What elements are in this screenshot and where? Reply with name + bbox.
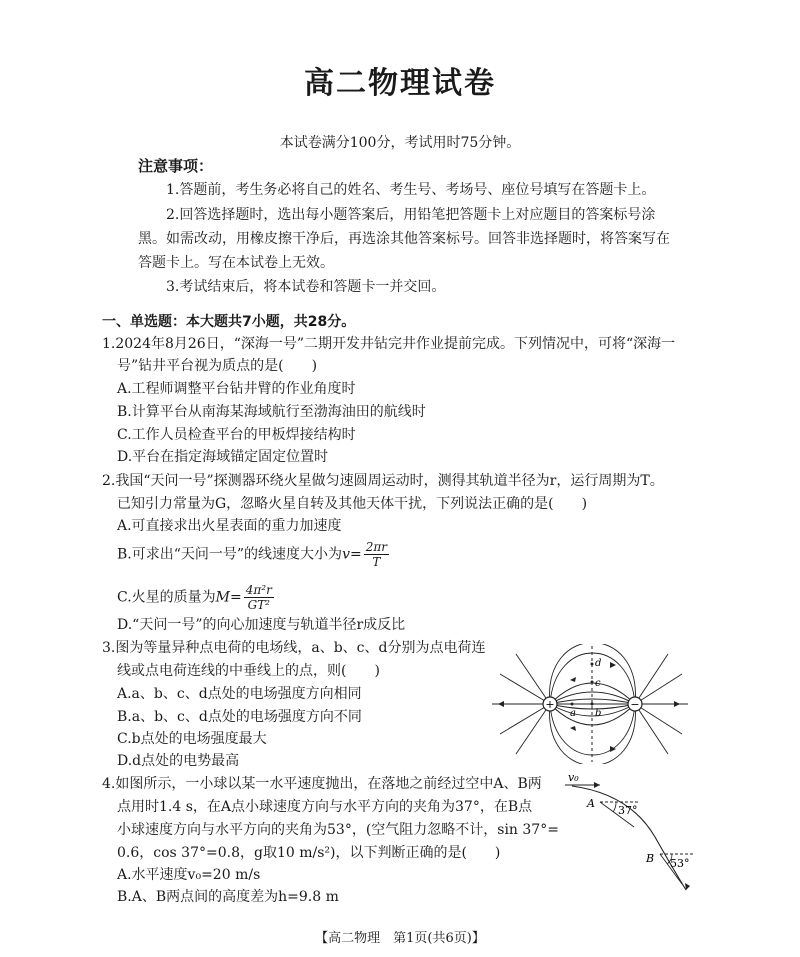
angle-53-label: 53° xyxy=(670,857,690,870)
notice-heading: 注意事项： xyxy=(138,157,214,175)
q1-option-a: A.工程师调整平台钻井臂的作业角度时 xyxy=(117,381,356,397)
page-title: 高二物理试卷 xyxy=(304,66,496,101)
point-c-label: c xyxy=(595,678,601,689)
projectile-diagram xyxy=(560,772,700,897)
v0-label: v₀ xyxy=(568,772,579,784)
electric-field-diagram xyxy=(490,644,690,764)
q2-stem-cont: 已知引力常量为G，忽略火星自转及其他天体干扰，下列说法正确的是( ) xyxy=(117,496,588,512)
q4-stem-line3: 小球速度方向与水平方向的夹角为53°，(空气阻力忽略不计，sin 37°= xyxy=(117,822,559,838)
q2-option-c-fraction xyxy=(244,583,274,612)
q4-stem-line4: 0.6，cos 37°=0.8，g取10 m/s²)，以下判断正确的是( ) xyxy=(117,845,501,861)
section-heading: 一、单选题：本大题共7小题，共28分。 xyxy=(102,314,356,330)
q2-option-c-text: C.火星的质量为 xyxy=(117,589,216,606)
q2-option-b-var: v= xyxy=(342,546,362,563)
notice-item-1: 1.答题前，考生务必将自己的姓名、考生号、考场号、座位号填写在答题卡上。 xyxy=(166,182,656,198)
q3-option-d: D.d点处的电势最高 xyxy=(117,753,240,769)
field-arrows xyxy=(498,662,680,752)
q3-option-b: B.a、b、c、d点处的电场强度方向不同 xyxy=(117,709,362,725)
q4-option-b: B.A、B两点间的高度差为h=9.8 m xyxy=(117,889,339,905)
notice-item-2: 2.回答选择题时，选出每小题答案后，用铅笔把答题卡上对应题目的答案标号涂 xyxy=(166,207,656,223)
notice-item-2-cont: 黑。如需改动，用橡皮擦干净后，再选涂其他答案标号。回答非选择题时，将答案写在 xyxy=(138,231,670,247)
q4-option-a: A.水平速度v₀=20 m/s xyxy=(117,867,261,883)
q1-option-b: B.计算平台从南海某海域航行至渤海油田的航线时 xyxy=(117,404,426,420)
q4-stem: 4.如图所示，一小球以某一水平速度抛出，在落地之前经过空中A、B两 xyxy=(102,776,542,792)
q1-stem: 1.2024年8月26日，“深海一号”二期开发井钻完井作业提前完成。下列情况中，可将“深海一 xyxy=(102,336,676,352)
exam-info: 本试卷满分100分，考试用时75分钟。 xyxy=(279,135,521,151)
q3-option-c: C.b点处的电场强度最大 xyxy=(117,731,267,747)
minus-sign: − xyxy=(630,698,640,711)
fraction-numerator: 4π²r xyxy=(245,583,272,597)
point-b-label: b xyxy=(595,708,602,719)
point-a-label: a xyxy=(570,708,576,719)
q1-stem-cont: 号”钻井平台视为质点的是( ) xyxy=(117,358,318,374)
plus-sign: + xyxy=(545,698,555,711)
page-footer: 【高二物理 第1页(共6页)】 xyxy=(315,931,485,946)
fraction-denominator: T xyxy=(372,555,381,569)
q2-option-b-fraction xyxy=(364,540,389,569)
notice-item-2-end: 答题卡上。写在本试卷上无效。 xyxy=(138,255,334,271)
point-a-label: A xyxy=(587,797,595,810)
fraction-denominator: GT² xyxy=(247,598,270,612)
notice-item-3: 3.考试结束后，将本试卷和答题卡一并交回。 xyxy=(166,279,446,295)
q2-option-d: D.“天问一号”的向心加速度与轨道半径r成反比 xyxy=(117,617,406,633)
q2-option-b-text: B.可求出“天问一号”的线速度大小为 xyxy=(117,546,343,563)
q3-option-a: A.a、b、c、d点处的电场强度方向相同 xyxy=(117,686,362,702)
q1-option-c: C.工作人员检查平台的甲板焊接结构时 xyxy=(117,427,356,443)
q2-option-c-var: M= xyxy=(215,589,242,606)
q3-stem-cont: 线或点电荷连线的中垂线上的点，则( ) xyxy=(117,663,380,679)
q2-option-a: A.可直接求出火星表面的重力加速度 xyxy=(117,518,342,534)
q4-stem-line2: 点用时1.4 s，在A点小球速度方向与水平方向的夹角为37°，在B点 xyxy=(117,799,533,815)
angle-37-label: 37° xyxy=(618,804,638,817)
fraction-numerator: 2πr xyxy=(365,540,387,554)
field-lines xyxy=(492,644,688,764)
q3-stem: 3.图为等量异种点电荷的电场线，a、b、c、d分别为点电荷连 xyxy=(102,640,486,656)
q2-option-c xyxy=(117,583,274,612)
q1-option-d: D.平台在指定海域锚定固定位置时 xyxy=(117,449,329,465)
q2-option-b xyxy=(117,540,389,569)
point-d-label: d xyxy=(595,658,602,669)
point-b-label: B xyxy=(646,852,655,865)
q2-stem: 2.我国“天问一号”探测器环绕火星做匀速圆周运动时，测得其轨道半径为r，运行周期为T。 xyxy=(102,473,664,489)
